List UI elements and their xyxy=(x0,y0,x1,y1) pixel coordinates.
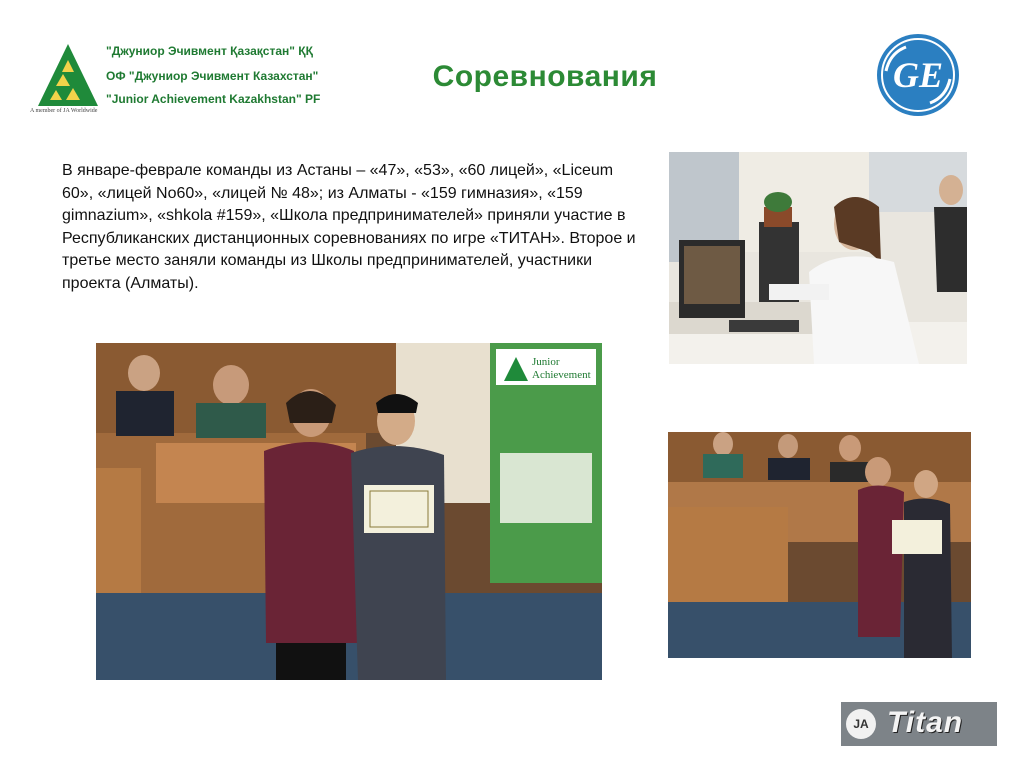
computer-lab-photo xyxy=(669,152,967,364)
ge-logo xyxy=(876,33,960,117)
banner-line2: Achievement xyxy=(532,369,591,381)
second-award-photo xyxy=(668,432,971,658)
ja-titan-logo xyxy=(841,702,997,746)
logo-member-note: A member of JA Worldwide xyxy=(30,108,98,114)
logo-line-kazakh: "Джуниор Эчивмент Қазақстан" ҚҚ xyxy=(106,44,313,58)
ge-monogram-icon xyxy=(876,33,960,117)
slide-body-text: В январе-феврале команды из Астаны – «47», «53», «60 лицей», «Liceum 60», «лицей No60», «лицей № 48»; из Алматы - «159 гимназия», «159 gimnazium», «shkola #159», «Школа предпринимателей» приняли участие в Республиканских дистанционных соревнованиях по игре «ТИТАН». Второе и третье место заняли команды из Школы предпринимателей, участники проекта (Алматы). xyxy=(62,162,636,292)
slide-title xyxy=(0,60,1024,94)
slide-title-text: Соревнования xyxy=(432,60,658,93)
ja-circle-icon xyxy=(846,709,876,739)
logo-line-russian: ОФ "Джуниор Эчивмент Казахстан" xyxy=(106,69,319,83)
award-ceremony-photo xyxy=(96,343,602,680)
titan-wordmark: Titan xyxy=(887,706,964,739)
ja-circle-text: JA xyxy=(853,717,869,731)
ge-text: GE xyxy=(892,55,944,95)
banner-line1: Junior xyxy=(532,356,560,368)
logo-line-english: "Junior Achievement Kazakhstan" PF xyxy=(106,92,321,106)
